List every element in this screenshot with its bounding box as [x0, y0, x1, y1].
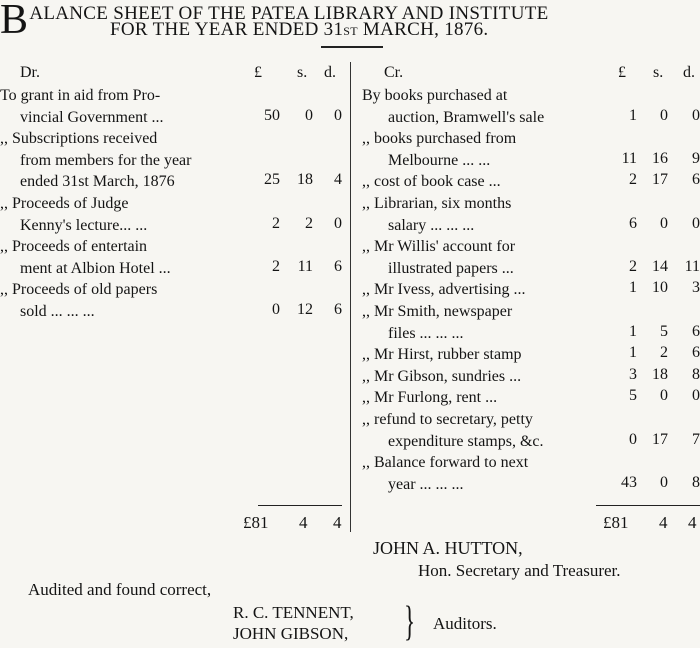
page-title-line2: [110, 19, 488, 41]
auditor-2: JOHN GIBSON,: [233, 624, 349, 643]
title-line1-text: ALANCE SHEET OF THE PATEA LIBRARY AND INSTITUTE: [29, 3, 549, 24]
credit-total-rule: [596, 505, 700, 506]
signature-role: Hon. Secretary and Treasurer.: [418, 561, 621, 580]
debit-total-pounds: £81: [243, 513, 269, 532]
credit-total-pence: 4: [688, 513, 697, 532]
auditors-brace: }: [404, 599, 416, 645]
debit-total-pence: 4: [333, 513, 342, 532]
title-rule: [321, 46, 383, 48]
debit-total-shillings: 4: [299, 513, 308, 532]
credit-col-pounds: £: [618, 64, 626, 81]
credit-col-shillings: s.: [653, 64, 664, 81]
credit-col-pence: d.: [683, 64, 695, 81]
debit-col-shillings: s.: [297, 64, 308, 81]
debit-total-rule: [258, 505, 342, 506]
credit-total-shillings: 4: [659, 513, 668, 532]
audit-statement: Audited and found correct,: [28, 580, 212, 599]
auditor-1: R. C. TENNENT,: [233, 603, 354, 622]
signature-name: JOHN A. HUTTON,: [373, 538, 523, 558]
debit-header: Dr.: [20, 64, 40, 81]
credit-total-pounds: £81: [603, 513, 629, 532]
title-line2-a: FOR THE YEAR ENDED 31: [110, 19, 344, 40]
column-divider: [350, 62, 351, 532]
title-line2-sup: ST: [343, 24, 358, 38]
credit-header: Cr.: [384, 64, 404, 81]
title-line2-b: MARCH, 1876.: [357, 19, 489, 40]
debit-col-pounds: £: [254, 64, 262, 81]
auditors-label: Auditors.: [433, 614, 497, 633]
debit-col-pence: d.: [324, 64, 336, 81]
title-initial: B: [0, 0, 29, 43]
